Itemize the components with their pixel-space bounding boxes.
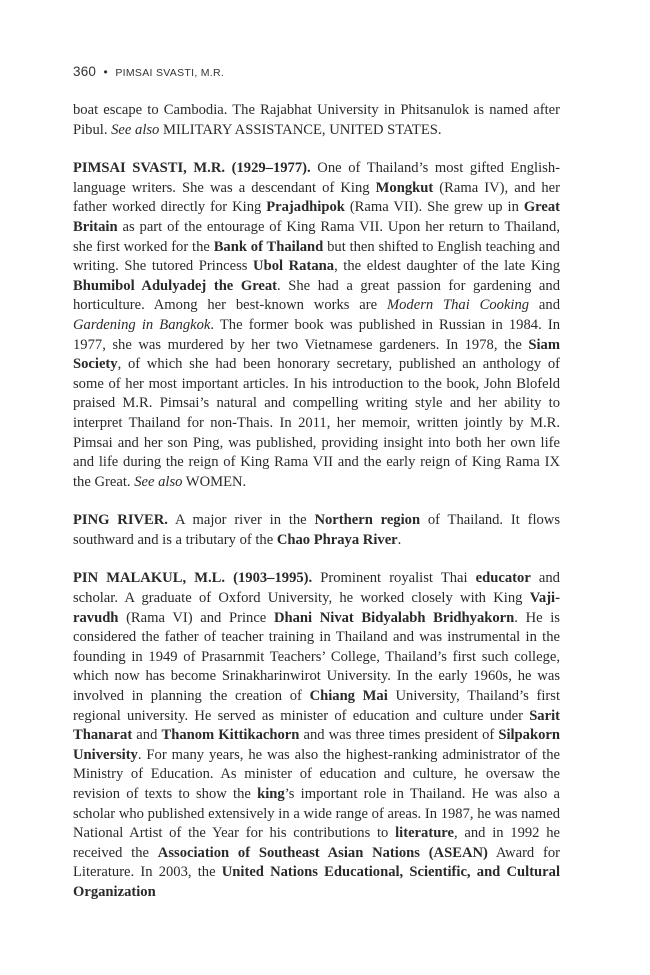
text-run: Award for Literature. In 2003, the [73,844,561,881]
bold-term: Ubol Ratana [253,258,335,275]
bold-term: Prajadhipok [266,199,345,216]
text-run: . He is considered the father of teacher training in Thailand and was instrumental in the founding in 1949 of Prasarnmit Teachers’ College, Thailand’s first such college, which now has become Srinakharinwirot University. In the early 1960s, he was involved in planning the creation of [73,609,560,705]
bold-term: PIMSAI SVASTI, M.R. (1929–1977). [73,160,311,177]
bold-term: Association of Southeast Asian Nations (ASEAN) [157,844,488,861]
header-bullet: • [103,65,108,79]
text-run: as part of the entourage of King Rama VII. Upon her return to Thailand, she first worked for the [73,218,560,255]
text-run: boat escape to Cambodia. The Rajabhat University in Phitsanulok is named after Pibul. [73,102,560,138]
text-run: University, Thailand’s first regional university. He served as minister of education and culture under [73,688,560,724]
bold-term: Chiang Mai [309,688,388,705]
bold-term: Vajiravudh [73,590,560,626]
page-number: 360 [73,64,97,79]
bold-term: Great Britain [73,199,561,235]
bold-term: United Nations Educational, Scientific, and Cultural Organization [73,864,560,900]
bold-term: PING RIVER. [73,512,168,529]
italic-text: Gardening in Bangkok [73,316,211,333]
text-run: WOMEN. [182,473,247,490]
text-run: One of Thailand’s most gifted English-language writers. She was a descendant of King [73,160,560,196]
text-run: ’s important role in Thailand. He was also a scholar who published extensively in a wide range of areas. In 1987, he was named National Artist of the Year for his contributions to [73,786,561,842]
text-run: . For many years, he was also the highest-ranking administrator of the Ministry of Education. As minister of education and culture, he oversaw the revision of texts to show the [73,746,560,802]
entry-pin-malakul [73,569,560,902]
bold-term: Chao Phraya River [276,531,398,548]
text-run: . [397,531,402,548]
bold-term: Northern region [314,512,421,529]
bold-term: king [257,786,285,802]
bold-term: Sarit Thanarat [73,707,560,744]
text-run: . The former book was published in Russian in 1984. In 1977, she was murdered by her two Vietnamese gardeners. In 1978, the [73,316,561,353]
running-header [73,64,560,81]
text-run: (Rama VII). She grew up in [344,199,524,216]
bold-term: Bank of Thailand [213,238,324,255]
italic-text: Modern Thai Cooking [386,297,530,314]
text-run: (Rama IV), and her father worked directly for King [73,179,561,216]
bold-term: PIN MALAKUL, M.L. (1903–1995). [73,570,313,587]
bold-term: Thanom Kittikachorn [161,727,300,744]
entry-pimsai-svasti [73,159,560,492]
bold-term: Mongkut [375,179,434,196]
text-run: and was three times president of [299,727,499,744]
italic-text: See also [111,121,160,138]
text-run: A major river in the [167,512,315,529]
text-run: Prominent royalist Thai [312,570,476,587]
book-page [73,64,560,922]
text-run: , of which she had been honorary secretary, published an anthology of some of her most important articles. In his introduction to the book, John Blofeld praised M.R. Pimsai’s natural and compelling writing style and her ability to interpret Thailand for non-Thais. In 2011, her memoir, written jointly by M.R. Pimsai and her son Ping, was published, providing insight into both her own life and life during the reign of King Rama VII and the early reign of King Rama IX the Great. [73,356,560,490]
text-run: and [529,297,560,314]
bold-term: educator [475,570,531,587]
italic-text: See also [134,473,183,490]
text-run: (Rama VI) and Prince [118,609,274,626]
bold-term: Silpakorn University [73,727,560,763]
text-run: . She had a great passion for gardening and horticulture. Among her best-known works are [73,277,560,314]
bold-term: Siam Society [73,336,560,373]
text-run: and scholar. A graduate of Oxford University, he worked closely with King [73,570,560,607]
text-run: of Thailand. It flows southward and is a tributary of the [73,512,561,548]
entry-ping-river [73,511,560,550]
body-text [73,101,560,903]
text-run: , and in 1992 he received the [73,825,560,861]
text-run: and [132,727,162,744]
bold-term: Bhumibol Adulyadej the Great [73,277,278,294]
text-run: MILITARY ASSISTANCE, UNITED STATES. [159,121,442,138]
text-run: but then shifted to English teaching and writing. She tutored Princess [73,238,560,275]
bold-term: literature [395,825,454,842]
entry-continuation [73,101,560,140]
bold-term: Dhani Nivat Bidyalabh Bridhyakorn [273,609,515,626]
text-run: , the eldest daughter of the late King [334,258,561,275]
running-title: PIMSAI SVASTI, M.R. [115,67,225,79]
